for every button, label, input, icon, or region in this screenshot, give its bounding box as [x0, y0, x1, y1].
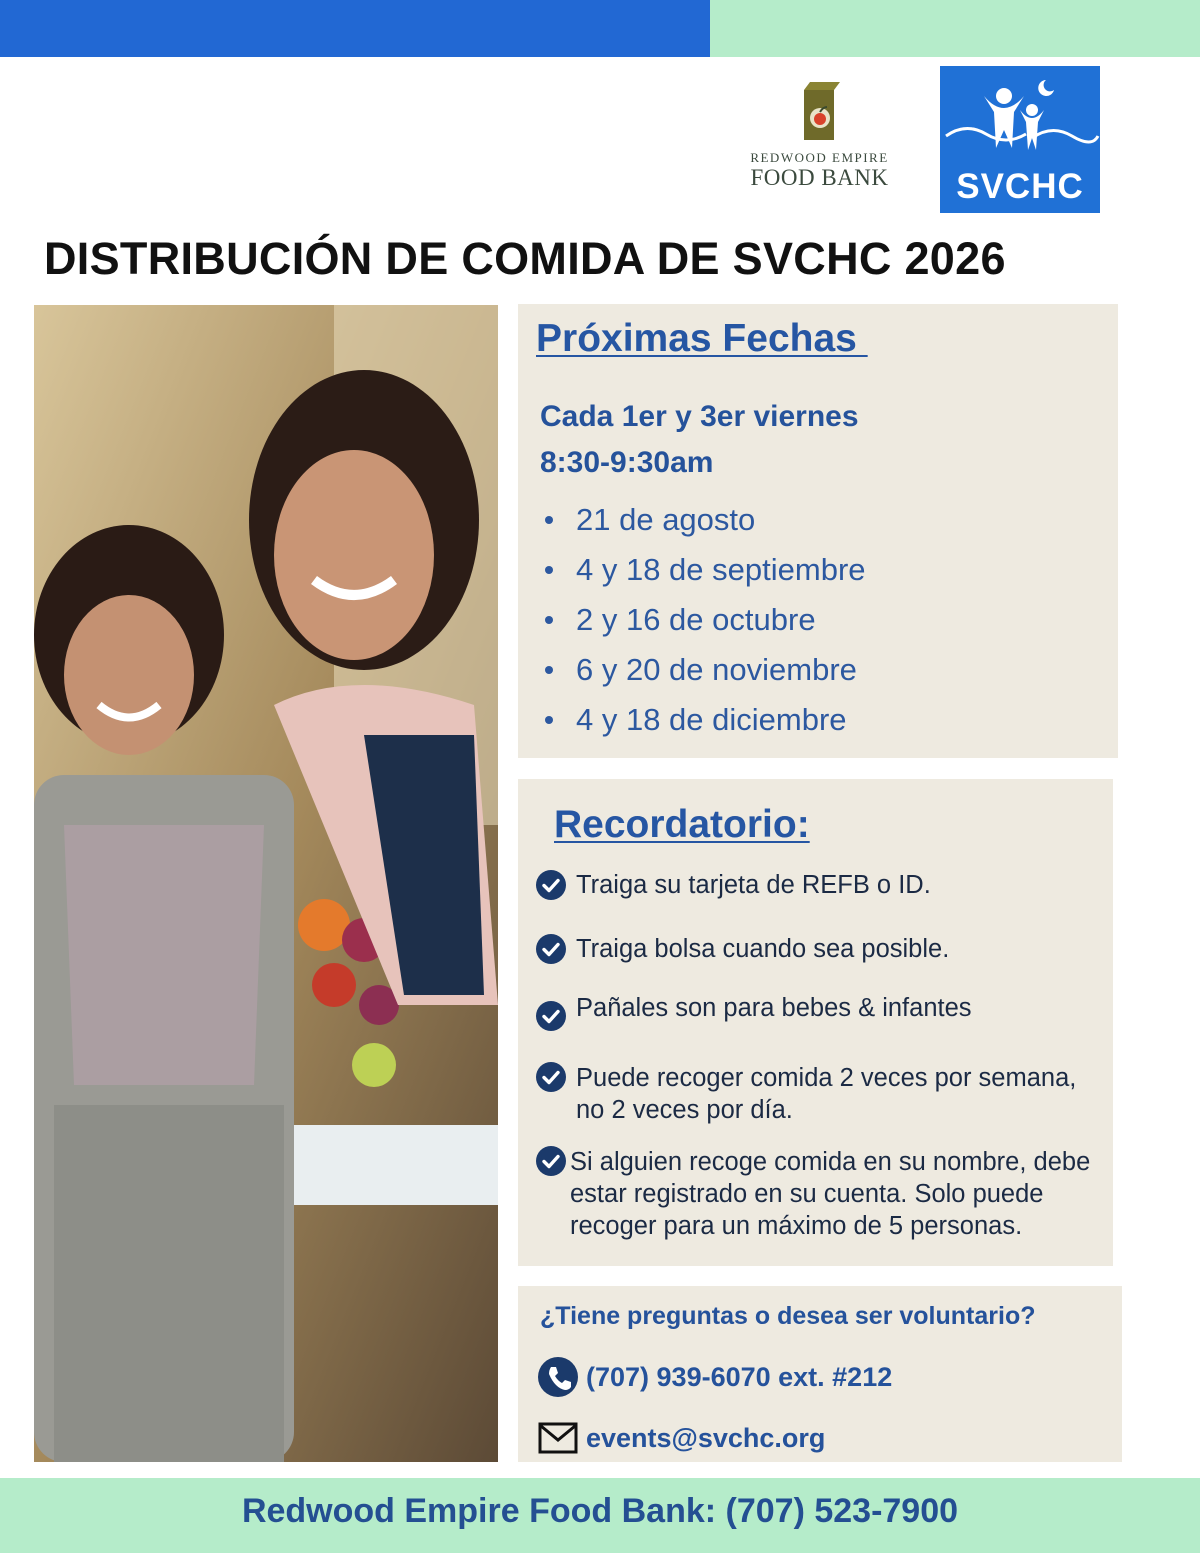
check-circle-icon: [536, 1146, 566, 1176]
refb-logo-line2: FOOD BANK: [750, 165, 889, 190]
reminder-panel: [518, 779, 1113, 1266]
top-accent-bar-mint: [710, 0, 1200, 57]
phone-number-link[interactable]: (707) 939-6070 ext. #212: [586, 1361, 893, 1392]
footer-bar: [0, 1478, 1200, 1553]
reminder-item: Traiga bolsa cuando sea posible.: [576, 935, 950, 963]
list-item: [540, 550, 866, 600]
email-link[interactable]: events@svchc.org: [586, 1422, 826, 1453]
svchc-family-icon: [940, 66, 1100, 176]
footer-phone-text: Redwood Empire Food Bank: (707) 523-7900: [241, 1492, 959, 1530]
date-text: 4 y 18 de septiembre: [576, 552, 866, 587]
page-title: DISTRIBUCIÓN DE COMIDA DE SVCHC 2026: [44, 233, 1006, 284]
schedule-time: 8:30-9:30am: [540, 446, 714, 479]
bullet-icon: [545, 516, 553, 524]
date-text: 21 de agosto: [576, 502, 756, 537]
phone-row: [538, 1357, 892, 1397]
svchc-logo-text: SVCHC: [956, 167, 1084, 206]
reminder-item: Pañales son para bebes & infantes: [576, 994, 972, 1022]
reminder-item: Si alguien recoge comida en su nombre, debe estar registrado en su cuenta. Solo puede recoger para un máximo de 5 personas.: [570, 1148, 1091, 1240]
check-circle-icon: [536, 1062, 566, 1092]
date-text: 4 y 18 de diciembre: [576, 702, 847, 737]
family-photo: [34, 305, 498, 1462]
reminder-item: Traiga su tarjeta de REFB o ID.: [576, 871, 931, 899]
date-list: [540, 500, 866, 750]
list-item: [540, 650, 866, 700]
refb-logo-line1: REDWOOD EMPIRE: [750, 150, 889, 165]
date-text: 2 y 16 de octubre: [576, 602, 816, 637]
list-item: [540, 600, 866, 650]
bullet-icon: [545, 716, 553, 724]
phone-icon: [538, 1357, 578, 1397]
list-item: [540, 500, 866, 550]
check-circle-icon: [536, 1001, 566, 1031]
schedule-days: Cada 1er y 3er viernes: [540, 400, 859, 433]
check-circle-icon: [536, 870, 566, 900]
reminder-item: Puede recoger comida 2 veces por semana, no 2 veces por día.: [576, 1064, 1077, 1124]
top-accent-bar-blue: [0, 0, 710, 57]
date-text: 6 y 20 de noviembre: [576, 652, 857, 687]
bullet-icon: [545, 616, 553, 624]
food-bank-apple-icon: [798, 82, 842, 144]
contact-question: ¿Tiene preguntas o desea ser voluntario?: [540, 1302, 1036, 1330]
email-row: [538, 1421, 825, 1455]
svchc-logo: [940, 66, 1100, 213]
list-item: [540, 700, 866, 750]
check-circle-icon: [536, 934, 566, 964]
upcoming-dates-heading: Próximas Fechas: [536, 317, 868, 360]
reminder-heading: Recordatorio:: [554, 803, 810, 846]
mail-icon: [538, 1421, 578, 1455]
bullet-icon: [545, 666, 553, 674]
contact-panel: [518, 1286, 1122, 1462]
bullet-icon: [545, 566, 553, 574]
refb-logo: [732, 82, 907, 200]
upcoming-dates-panel: [518, 304, 1118, 758]
